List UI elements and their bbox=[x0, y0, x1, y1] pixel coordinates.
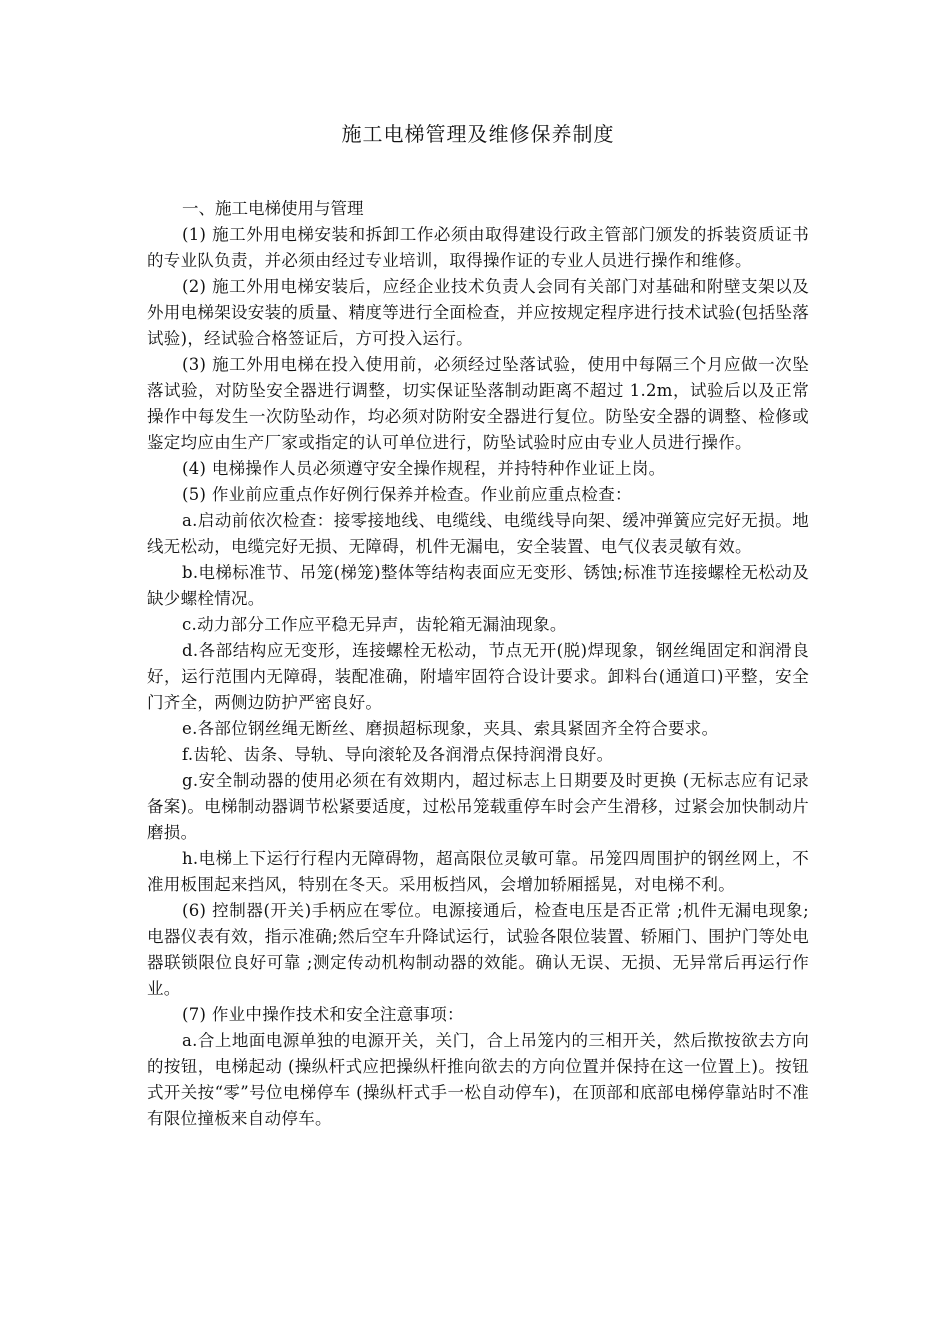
paragraph-5h: h.电梯上下运行行程内无障碍物，超高限位灵敏可靠。吊笼四周围护的钢丝网上，不准用板围起来挡风，特别在冬天。采用板挡风，会增加轿厢摇晃，对电梯不利。 bbox=[147, 849, 809, 894]
document-page bbox=[147, 118, 809, 1132]
paragraph-5g: g.安全制动器的使用必须在有效期内，超过标志上日期要及时更换 (无标志应有记录备案)。电梯制动器调节松紧要适度，过松吊笼载重停车时会产生滑移，过紧会加快制动片磨损。 bbox=[147, 771, 809, 842]
paragraph-5d: d.各部结构应无变形，连接螺栓无松动，节点无开(脱)焊现象，钢丝绳固定和润滑良好，运行范围内无障碍，装配准确，附墙牢固符合设计要求。卸料台(通道口)平整，安全门齐全，两侧边防护严密良好。 bbox=[147, 641, 809, 712]
section-heading: 一、施工电梯使用与管理 bbox=[182, 199, 364, 218]
paragraph-5: (5) 作业前应重点作好例行保养并检查。作业前应重点检查： bbox=[182, 485, 632, 504]
paragraph-7: (7) 作业中操作技术和安全注意事项： bbox=[182, 1005, 464, 1024]
paragraph-5b: b.电梯标准节、吊笼(梯笼)整体等结构表面应无变形、锈蚀;标准节连接螺栓无松动及缺少螺栓情况。 bbox=[147, 563, 809, 608]
paragraph-7a: a.合上地面电源单独的电源开关，关门，合上吊笼内的三相开关，然后揿按欲去方向的按钮，电梯起动 (操纵杆式应把操纵杆推向欲去的方向位置并保持在这一位置上)。按钮式开关按“零”号位电梯停车 (操纵杆式手一松自动停车)，在顶部和底部电梯停靠站时不准有限位撞板来自动停车。 bbox=[147, 1031, 809, 1128]
paragraph-4: (4) 电梯操作人员必须遵守安全操作规程，并持特种作业证上岗。 bbox=[182, 459, 666, 478]
paragraph-6: (6) 控制器(开关)手柄应在零位。电源接通后，检查电压是否正常 ;机件无漏电现象;电器仪表有效，指示准确;然后空车升降试运行，试验各限位装置、轿厢门、围护门等处电器联锁限位良好可靠 ;测定传动机构制动器的效能。确认无误、无损、无异常后再运行作业。 bbox=[147, 901, 809, 998]
paragraph-1: (1) 施工外用电梯安装和拆卸工作必须由取得建设行政主管部门颁发的拆装资质证书的专业队负责，并必须由经过专业培训，取得操作证的专业人员进行操作和维修。 bbox=[147, 225, 809, 270]
paragraph-2: (2) 施工外用电梯安装后，应经企业技术负责人会同有关部门对基础和附壁支架以及外用电梯架设安装的质量、精度等进行全面检查，并应按规定程序进行技术试验(包括坠落试验)，经试验合格签证后，方可投入运行。 bbox=[147, 277, 809, 348]
paragraph-5c: c.动力部分工作应平稳无异声，齿轮箱无漏油现象。 bbox=[182, 615, 567, 634]
document-title: 施工电梯管理及维修保养制度 bbox=[341, 122, 615, 146]
paragraph-5a: a.启动前依次检查：接零接地线、电缆线、电缆线导向架、缓冲弹簧应完好无损。地线无松动，电缆完好无损、无障碍，机件无漏电，安全装置、电气仪表灵敏有效。 bbox=[147, 511, 809, 556]
paragraph-5f: f.齿轮、齿条、导轨、导向滚轮及各润滑点保持润滑良好。 bbox=[182, 745, 614, 764]
paragraph-3: (3) 施工外用电梯在投入使用前，必须经过坠落试验，使用中每隔三个月应做一次坠落试验，对防坠安全器进行调整，切实保证坠落制动距离不超过 1.2m，试验后以及正常操作中每发生一次防坠动作，均必须对防附安全器进行复位。防坠安全器的调整、检修或鉴定均应由生产厂家或指定的认可单位进行，防坠试验时应由专业人员进行操作。 bbox=[147, 355, 809, 452]
paragraph-5e: e.各部位钢丝绳无断丝、磨损超标现象，夹具、索具紧固齐全符合要求。 bbox=[182, 719, 719, 738]
